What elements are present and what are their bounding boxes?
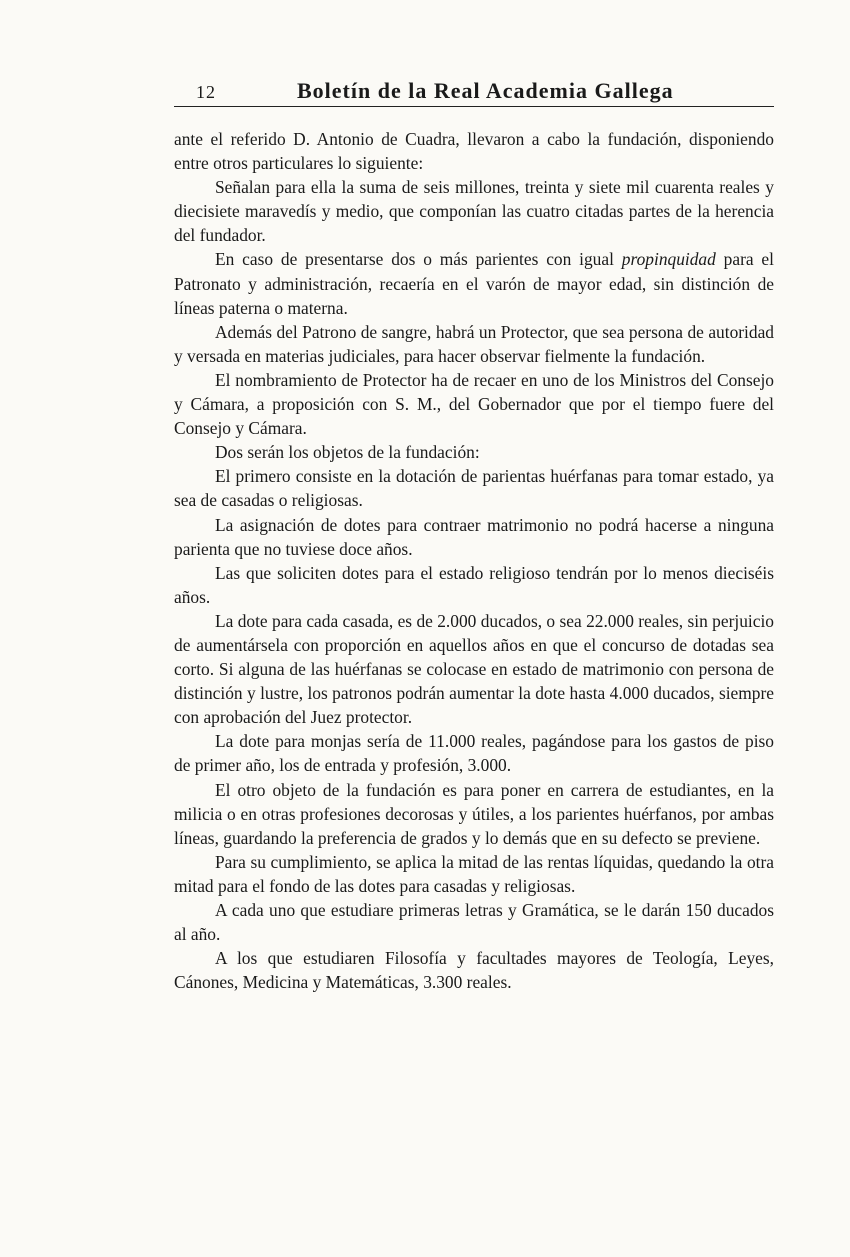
paragraph: A los que estudiaren Filosofía y facultades mayores de Teología, Leyes, Cánones, Medicina y Matemáticas, 3.300 reales. <box>174 948 774 993</box>
body-text <box>174 127 774 994</box>
paragraph: El primero consiste en la dotación de parientas huérfanas para tomar estado, ya sea de casadas o religiosas. <box>174 466 774 511</box>
paragraph-text: para el Patronato y administración, recaería en el varón de mayor edad, sin distinción de líneas paterna o materna. <box>174 249 774 318</box>
paragraph: Para su cumplimiento, se aplica la mitad de las rentas líquidas, quedando la otra mitad para el fondo de las dotes para casadas y religiosas. <box>174 851 774 896</box>
italic-term: propinquidad <box>621 249 716 270</box>
running-head: Boletín de la Real Academia Gallega <box>297 78 674 103</box>
page-header <box>174 76 774 107</box>
paragraph: La dote para cada casada, es de 2.000 ducados, o sea 22.000 reales, sin perjuicio de aumentársela con proporción en aquellos años en que el concurso de dotadas sea corto. Si alguna de las huérfanas se colocase en estado de matrimonio con persona de distinción y lustre, los patronos podrán aumentar la dote hasta 4.000 ducados, siempre con aprobación del Juez protector. <box>174 610 774 728</box>
paragraph: A cada uno que estudiare primeras letras y Gramática, se le darán 150 ducados al año. <box>174 900 774 945</box>
paragraph: Además del Patrono de sangre, habrá un Protector, que sea persona de autoridad y versada en materias judiciales, para hacer observar fielmente la fundación. <box>174 321 774 366</box>
paragraph: Las que soliciten dotes para el estado religioso tendrán por lo menos dieciséis años. <box>174 562 774 607</box>
paragraph: La asignación de dotes para contraer matrimonio no podrá hacerse a ninguna parienta que no tuviese doce años. <box>174 514 774 559</box>
paragraph: El otro objeto de la fundación es para poner en carrera de estudiantes, en la milicia o en otras profesiones decorosas y útiles, a los parientes huérfanos, por ambas líneas, guardando la preferencia de grados y lo demás que en su defecto se previene. <box>174 779 774 848</box>
paragraph: Señalan para ella la suma de seis millones, treinta y siete mil cuarenta reales y diecisiete maravedís y medio, que componían las cuatro citadas partes de la herencia del fundador. <box>174 177 774 246</box>
paragraph: ante el referido D. Antonio de Cuadra, llevaron a cabo la fundación, disponiendo entre otros particulares lo siguiente: <box>174 129 774 174</box>
book-page <box>174 76 774 994</box>
paragraph: La dote para monjas sería de 11.000 reales, pagándose para los gastos de piso de primer año, los de entrada y profesión, 3.000. <box>174 731 774 776</box>
paragraph: Dos serán los objetos de la fundación: <box>215 442 480 463</box>
paragraph-text: En caso de presentarse dos o más parientes con igual <box>215 249 614 270</box>
paragraph: El nombramiento de Protector ha de recaer en uno de los Ministros del Consejo y Cámara, a proposición con S. M., del Gobernador que por el tiempo fuere del Consejo y Cámara. <box>174 369 774 439</box>
paragraph <box>174 247 774 319</box>
page-number: 12 <box>196 82 216 102</box>
